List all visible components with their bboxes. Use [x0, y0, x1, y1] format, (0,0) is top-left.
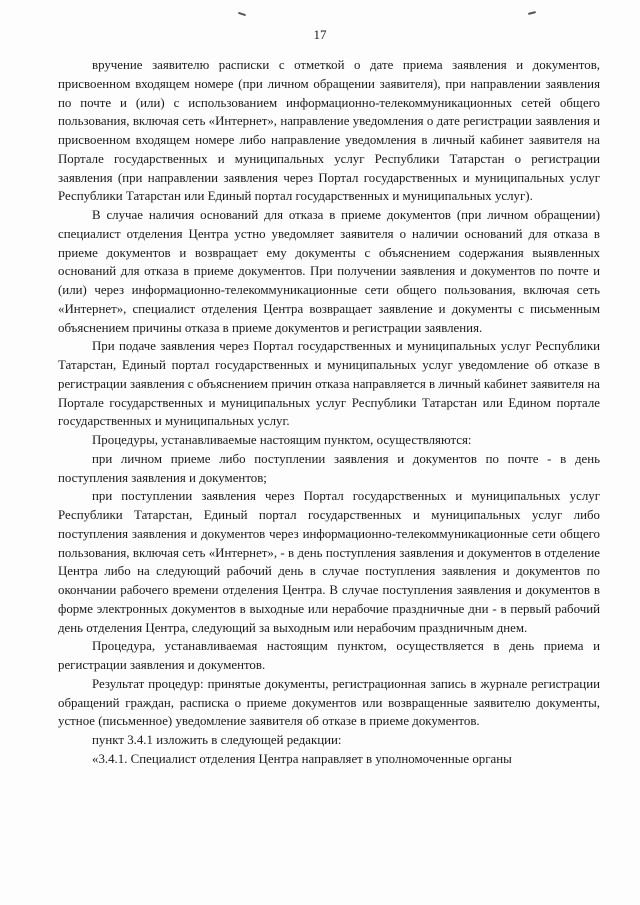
paragraph-receipt: вручение заявителю расписки с отметкой о дате приема заявления и документов, присвоенном входящем номере (при личном обращении заявителя), при направлении заявления по почте и (или) с использованием информационно-телекоммуникационных сетей общего пользования, включая сеть «Интернет», направление уведомления о дате регистрации заявления и присвоенном входящем номере либо направление уведомления в личный кабинет заявителя на Портале государственных и муниципальных услуг Республики Татарстан о регистрации заявления (при направлении заявления через Портал государственных и муниципальных услуг Республики Татарстан или Единый портал государственных и муниципальных услуг). [58, 58, 600, 204]
paragraph-portal-submission: при поступлении заявления через Портал государственных и муниципальных услуг Республики Татарстан, Единый портал государственных и муниципальных услуг либо поступления заявления и документов через информационно-телекоммуникационные сети общего пользования, включая сеть «Интернет», - в день поступления заявления и документов в отделение Центра либо на следующий рабочий день в случае поступления заявления и документов по окончании рабочего времени отделения Центра. В случае поступления заявления и документов в форме электронных документов в выходные или нерабочие праздничные дни - в первый рабочий день отделения Центра, следующий за выходным или нерабочим праздничным днем. [58, 489, 600, 635]
paragraph-personal-reception: при личном приеме либо поступлении заявления и документов по почте - в день поступления заявления и документов; [58, 451, 600, 485]
paragraph-procedure-timing: Процедура, устанавливаемая настоящим пунктом, осуществляется в день приема и регистрации заявления и документов. [58, 639, 600, 672]
scan-mark [238, 12, 246, 16]
paragraph-refusal-personal: В случае наличия оснований для отказа в приеме документов (при личном обращении) специалист отделения Центра устно уведомляет заявителя о наличии оснований для отказа в приеме документов и возвращает ему документы с объяснением содержания выявленных оснований для отказа в приеме документов. При получении заявления и документов по почте и (или) через информационно-телекоммуникационные сети общего пользования, включая сеть «Интернет», специалист отделения Центра возвращает заявление и документы с письменным объяснением причины отказа в приеме документов и регистрации заявления. [58, 208, 600, 335]
paragraph-amendment: пункт 3.4.1 изложить в следующей редакции: [92, 733, 342, 747]
paragraph-result: Результат процедур: принятые документы, регистрационная запись в журнале регистрации обращений граждан, расписка о приеме документов или возвращенные заявителю документы, устное (письменное) уведомление заявителя об отказе в приеме документов. [58, 676, 600, 729]
document-body [58, 56, 600, 769]
paragraph-3-4-1: «3.4.1. Специалист отделения Центра направляет в уполномоченные органы [92, 751, 512, 766]
paragraph-procedures-intro: Процедуры, устанавливаемые настоящим пунктом, осуществляются: [92, 433, 472, 447]
paragraph-refusal-portal: При подаче заявления через Портал государственных и муниципальных услуг Республики Татарстан, Единый портал государственных и муниципальных услуг уведомление об отказе в регистрации заявления с объяснением причин отказа направляется в личный кабинет заявителя на Портале государственных и муниципальных услуг Республики Татарстан или Едином портале государственных и муниципальных услуг. [58, 339, 600, 429]
scan-mark [528, 11, 536, 15]
page-number: 17 [313, 27, 327, 42]
